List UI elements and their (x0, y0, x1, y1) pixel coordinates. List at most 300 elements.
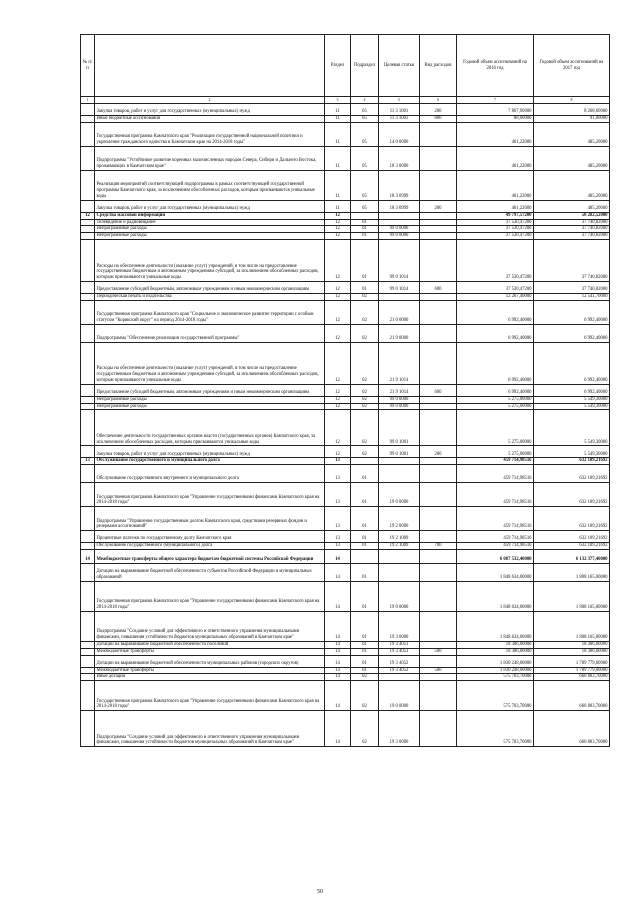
amount-2017: 6 992,40000 (534, 384, 610, 396)
amount-2017: 1 808 165,00000 (534, 581, 610, 611)
section-code: 13 (325, 507, 351, 531)
subsection-code: 02 (351, 446, 379, 458)
item-name: Дотации на выравнивание бюджетной обеспеченности поселений (95, 641, 325, 648)
target-article-code (379, 465, 420, 483)
row-number (81, 170, 95, 200)
page-number: 50 (317, 889, 323, 895)
amount-2016: 7 867,90000 (457, 104, 534, 116)
amount-2017: 1 808 165,00000 (534, 563, 610, 581)
section-code: 14 (325, 681, 351, 711)
amount-2016: 459 714,98516 (457, 543, 534, 550)
amount-2017: 5 549,30000 (534, 396, 610, 403)
amount-2017: 6 992,40000 (534, 324, 610, 342)
header-expense: Вид расходов (420, 35, 457, 97)
section-code: 14 (325, 549, 351, 563)
item-name: Расходы на обеспечение деятельности (оказание услуг) учреждений, в том числе на предоставление государственным бюджетным и автономным учреждениям субсидий, за исключением обособленных расходов, которым присваиваются уникальные коды (95, 239, 325, 281)
table-row (81, 446, 610, 458)
table-row (81, 611, 610, 641)
row-number (81, 403, 95, 410)
expense-type-code (420, 342, 457, 384)
header-section: Раздел (325, 35, 351, 97)
expense-type-code (420, 212, 457, 219)
amount-2017: 485,20000 (534, 122, 610, 146)
amount-2017: 5 549,30000 (534, 410, 610, 446)
document-page (80, 34, 609, 747)
row-number (81, 342, 95, 384)
table-row (81, 563, 610, 581)
amount-2016: 37 530,47200 (457, 219, 534, 226)
section-code: 12 (325, 226, 351, 233)
amount-2016: 6 992,40000 (457, 324, 534, 342)
table-row (81, 483, 610, 507)
section-code: 14 (325, 674, 351, 681)
amount-2017: 5 549,30000 (534, 446, 610, 458)
row-number (81, 465, 95, 483)
target-article-code: 99 0 1001 (379, 410, 420, 446)
target-article-code: 19 3 4051 (379, 641, 420, 648)
table-row (81, 281, 610, 293)
section-code: 14 (325, 648, 351, 655)
section-code: 12 (325, 342, 351, 384)
section-code: 12 (325, 219, 351, 226)
row-number (81, 655, 95, 667)
amount-2016: 461,22000 (457, 200, 534, 212)
amount-2016: 461,22000 (457, 170, 534, 200)
row-number (81, 146, 95, 170)
subsection-code (351, 212, 379, 219)
item-name: Государственная программа Камчатского края "Управление государственными финансами Камчатского края на 2014-2018 годы" (95, 681, 325, 711)
column-index: 5 (379, 97, 420, 104)
amount-2016: 37 530,47200 (457, 239, 534, 281)
row-number (81, 681, 95, 711)
table-row (81, 104, 610, 116)
expense-type-code (420, 531, 457, 543)
column-index: 1 (81, 97, 95, 104)
subsection-code: 02 (351, 300, 379, 324)
item-name: Непрограммные расходы (95, 403, 325, 410)
amount-2016: 6 992,40000 (457, 300, 534, 324)
amount-2017: 91,00000 (534, 116, 610, 123)
subsection-code: 01 (351, 581, 379, 611)
table-row (81, 674, 610, 681)
expense-type-code: 600 (420, 384, 457, 396)
row-number (81, 611, 95, 641)
amount-2017: 660 883,70000 (534, 711, 610, 747)
amount-2016: 5 275,00000 (457, 396, 534, 403)
section-code: 13 (325, 531, 351, 543)
amount-2017: 5 549,30000 (534, 403, 610, 410)
expense-type-code: 500 (420, 667, 457, 674)
section-code: 12 (325, 239, 351, 281)
row-number (81, 563, 95, 581)
expense-type-code (420, 549, 457, 563)
amount-2017: 660 883,70000 (534, 674, 610, 681)
item-name: Реализация мероприятий соответствующей подпрограммы в рамках соответствующей государственной программы Камчатского края, за исключением обособленных расходов, которым присваиваются уникальные коды (95, 170, 325, 200)
expense-type-code: 200 (420, 104, 457, 116)
budget-table (80, 34, 610, 747)
amount-2017: 12 541,70000 (534, 293, 610, 300)
table-row (81, 396, 610, 403)
table-row (81, 324, 610, 342)
amount-2016: 459 714,98516 (457, 458, 534, 465)
expense-type-code (420, 674, 457, 681)
amount-2017: 1 789 779,00000 (534, 667, 610, 674)
item-name: Межбюджетные трансферты (95, 648, 325, 655)
item-name: Подпрограмма "Создание условий для эффективного и ответственного управления муниципальными финансами, повышения устойчивости бюджетов муниципальных образований в Камчатском крае" (95, 611, 325, 641)
section-code: 12 (325, 281, 351, 293)
section-code: 11 (325, 170, 351, 200)
section-code: 12 (325, 300, 351, 324)
header-year-2016: Годовой объем ассигнований на 2016 год (457, 35, 534, 97)
item-name: Средства массовой информации (95, 212, 325, 219)
item-name: Обслуживание государственного и муниципального долга (95, 458, 325, 465)
table-row (81, 300, 610, 324)
table-row (81, 233, 610, 240)
subsection-code: 01 (351, 648, 379, 655)
item-name: Подпрограмма "Обеспечение реализации государственной программы" (95, 324, 325, 342)
subsection-code: 01 (351, 281, 379, 293)
expense-type-code: 700 (420, 543, 457, 550)
table-row (81, 212, 610, 219)
amount-2017: 632 109,21692 (534, 531, 610, 543)
amount-2017: 485,20000 (534, 146, 610, 170)
item-name: Предоставление субсидий бюджетным, автономным учреждениям и иным некоммерческим организациям (95, 384, 325, 396)
target-article-code: 19 3 0000 (379, 711, 420, 747)
row-number (81, 396, 95, 403)
subsection-code (351, 549, 379, 563)
table-body (81, 104, 610, 747)
section-code: 12 (325, 403, 351, 410)
row-number (81, 104, 95, 116)
header-subsection: Подраздел (351, 35, 379, 97)
item-name: Дотации на выравнивание бюджетной обеспеченности муниципальных районов (городских округов) (95, 655, 325, 667)
target-article-code (379, 212, 420, 219)
row-number (81, 281, 95, 293)
subsection-code: 01 (351, 641, 379, 648)
section-code: 13 (325, 465, 351, 483)
item-name: Обслуживание государственного внутреннего и муниципального долга (95, 465, 325, 483)
section-code: 12 (325, 324, 351, 342)
section-code: 11 (325, 122, 351, 146)
section-code: 12 (325, 396, 351, 403)
subsection-code: 02 (351, 396, 379, 403)
expense-type-code (420, 483, 457, 507)
amount-2017: 37 740,82000 (534, 219, 610, 226)
row-number (81, 200, 95, 212)
subsection-code: 05 (351, 200, 379, 212)
section-code: 14 (325, 581, 351, 611)
item-name: Государственная программа Камчатского края "Управление государственными финансами Камчатского края на 2014-2018 годы" (95, 581, 325, 611)
target-article-code: 99 0 1014 (379, 239, 420, 281)
expense-type-code (420, 410, 457, 446)
amount-2016: 37 530,47200 (457, 233, 534, 240)
column-index: 4 (351, 97, 379, 104)
target-article-code: 19 3 4052 (379, 667, 420, 674)
column-index: 3 (325, 97, 351, 104)
section-code: 12 (325, 293, 351, 300)
amount-2016: 575 703,70000 (457, 674, 534, 681)
table-row (81, 711, 610, 747)
amount-2016: 1 830 248,00000 (457, 655, 534, 667)
item-name: Закупка товаров, работ и услуг для государственных (муниципальных) нужд (95, 446, 325, 458)
table-row (81, 507, 610, 531)
section-code: 11 (325, 116, 351, 123)
target-article-code: 19 3 0000 (379, 611, 420, 641)
amount-2017: 632 109,21692 (534, 543, 610, 550)
amount-2017: 6 992,40000 (534, 300, 610, 324)
item-name: Дотации на выравнивание бюджетной обеспеченности субъектов Российской Федерации и муниципальных образований (95, 563, 325, 581)
row-number (81, 233, 95, 240)
amount-2017: 50 282,52000 (534, 212, 610, 219)
row-number (81, 219, 95, 226)
expense-type-code (420, 641, 457, 648)
target-article-code: 19 0 0000 (379, 483, 420, 507)
expense-type-code (420, 239, 457, 281)
header-row (81, 35, 610, 97)
subsection-code: 01 (351, 239, 379, 281)
row-number: 14 (81, 549, 95, 563)
target-article-code: 99 0 1014 (379, 281, 420, 293)
table-row (81, 458, 610, 465)
item-name: Расходы на обеспечение деятельности (оказание услуг) учреждений, в том числе на предоставление государственным бюджетным и автономным учреждениям субсидий, за исключением обособленных расходов, которым присваиваются уникальные коды (95, 342, 325, 384)
item-name: Процентные платежи по государственному долгу Камчатского края (95, 531, 325, 543)
target-article-code: 19 0 0000 (379, 581, 420, 611)
target-article-code (379, 549, 420, 563)
expense-type-code (420, 396, 457, 403)
amount-2017: 8 268,60000 (534, 104, 610, 116)
item-name: Иные бюджетные ассигнования (95, 116, 325, 123)
expense-type-code (420, 219, 457, 226)
amount-2016: 461,22000 (457, 146, 534, 170)
row-number (81, 324, 95, 342)
amount-2016: 1 848 634,00000 (457, 611, 534, 641)
subsection-code: 05 (351, 170, 379, 200)
expense-type-code (420, 122, 457, 146)
table-row (81, 681, 610, 711)
item-name: Подпрограмма "Создание условий для эффективного и ответственного управления муниципальными финансами, повышения устойчивости бюджетов муниципальных образований в Камчатском крае" (95, 711, 325, 747)
table-row (81, 655, 610, 667)
table-row (81, 342, 610, 384)
item-name: Межбюджетные трансферты (95, 667, 325, 674)
amount-2016: 37 530,47200 (457, 226, 534, 233)
row-number (81, 410, 95, 446)
amount-2016: 18 386,00000 (457, 648, 534, 655)
row-number (81, 641, 95, 648)
target-article-code: 18 3 0000 (379, 146, 420, 170)
table-row (81, 200, 610, 212)
section-code: 12 (325, 384, 351, 396)
subsection-code: 01 (351, 531, 379, 543)
row-number (81, 226, 95, 233)
amount-2017: 632 109,21692 (534, 465, 610, 483)
target-article-code: 11 3 1001 (379, 116, 420, 123)
row-number (81, 293, 95, 300)
target-article-code: 19 2 1009 (379, 531, 420, 543)
table-row (81, 219, 610, 226)
amount-2017: 632 109,21692 (534, 458, 610, 465)
item-name: Иные дотации (95, 674, 325, 681)
header-name (95, 35, 325, 97)
target-article-code: 19 0 0000 (379, 681, 420, 711)
amount-2016: 5 275,00000 (457, 403, 534, 410)
amount-2016: 459 714,98516 (457, 465, 534, 483)
amount-2017: 37 740,82000 (534, 233, 610, 240)
row-number (81, 543, 95, 550)
row-number (81, 446, 95, 458)
target-article-code (379, 458, 420, 465)
subsection-code: 01 (351, 226, 379, 233)
table-row (81, 226, 610, 233)
row-number (81, 674, 95, 681)
target-article-code (379, 674, 420, 681)
section-code: 14 (325, 667, 351, 674)
expense-type-code: 200 (420, 200, 457, 212)
amount-2016: 459 714,98516 (457, 507, 534, 531)
section-code: 13 (325, 543, 351, 550)
item-name: Государственная программа Камчатского края "Социальное и экономическое развитие территории с особым статусом "Корякский округ" на период 2014-2018 годы" (95, 300, 325, 324)
target-article-code (379, 219, 420, 226)
row-number (81, 531, 95, 543)
amount-2016: 1 848 634,00000 (457, 581, 534, 611)
section-code: 11 (325, 200, 351, 212)
table-row (81, 122, 610, 146)
amount-2016: 12 267,40000 (457, 293, 534, 300)
item-name: Предоставление субсидий бюджетным, автономным учреждениям и иным некоммерческим организациям (95, 281, 325, 293)
target-article-code: 21 0 0000 (379, 300, 420, 324)
row-number (81, 667, 95, 674)
target-article-code: 99 0 1001 (379, 446, 420, 458)
amount-2017: 37 740,82000 (534, 226, 610, 233)
table-row (81, 667, 610, 674)
expense-type-code (420, 563, 457, 581)
amount-2016: 575 703,70000 (457, 681, 534, 711)
column-index: 2 (95, 97, 325, 104)
target-article-code: 21 9 1014 (379, 384, 420, 396)
item-name: Закупка товаров, работ и услуг для государственных (муниципальных) нужд (95, 200, 325, 212)
subsection-code: 01 (351, 655, 379, 667)
item-name: Обслуживание государственного (муниципального) долга (95, 543, 325, 550)
amount-2016: 6 087 532,40000 (457, 549, 534, 563)
subsection-code: 02 (351, 324, 379, 342)
amount-2016: 88,00000 (457, 116, 534, 123)
amount-2017: 6 992,40000 (534, 342, 610, 384)
subsection-code: 02 (351, 403, 379, 410)
amount-2017: 660 883,70000 (534, 681, 610, 711)
expense-type-code (420, 233, 457, 240)
expense-type-code (420, 458, 457, 465)
section-code: 11 (325, 104, 351, 116)
amount-2017: 632 109,21692 (534, 483, 610, 507)
amount-2016: 575 703,70000 (457, 711, 534, 747)
column-index-row (81, 97, 610, 104)
item-name: Подпрограмма "Управление государственным долгом Камчатского края, средствами резервных фондов и резервами ассигнований" (95, 507, 325, 531)
section-code: 14 (325, 655, 351, 667)
header-target: Целевая статья (379, 35, 420, 97)
table-row (81, 403, 610, 410)
subsection-code: 05 (351, 122, 379, 146)
table-row (81, 543, 610, 550)
target-article-code: 19 3 4052 (379, 655, 420, 667)
row-number (81, 300, 95, 324)
subsection-code: 01 (351, 563, 379, 581)
target-article-code: 21 9 0000 (379, 324, 420, 342)
amount-2016: 18 386,00000 (457, 641, 534, 648)
row-number (81, 483, 95, 507)
amount-2017: 485,20000 (534, 200, 610, 212)
row-number (81, 581, 95, 611)
expense-type-code (420, 146, 457, 170)
row-number: 13 (81, 458, 95, 465)
row-number (81, 384, 95, 396)
section-code: 12 (325, 410, 351, 446)
target-article-code: 19 2 1009 (379, 543, 420, 550)
target-article-code: 19 2 0000 (379, 507, 420, 531)
column-index: 7 (457, 97, 534, 104)
amount-2017: 6 132 377,40000 (534, 549, 610, 563)
column-index: 8 (534, 97, 610, 104)
table-row (81, 465, 610, 483)
target-article-code: 18 3 0999 (379, 200, 420, 212)
amount-2017: 37 740,82000 (534, 281, 610, 293)
section-code: 13 (325, 483, 351, 507)
amount-2017: 632 109,21692 (534, 507, 610, 531)
subsection-code: 02 (351, 681, 379, 711)
table-row (81, 648, 610, 655)
amount-2017: 37 740,82000 (534, 239, 610, 281)
amount-2016: 37 530,47200 (457, 281, 534, 293)
table-row (81, 116, 610, 123)
expense-type-code (420, 611, 457, 641)
expense-type-code (420, 170, 457, 200)
item-name: Государственная программа Камчатского края "Реализация государственной национальной политики и укрепление гражданского единства в Камчатском крае на 2014-2018 годы" (95, 122, 325, 146)
amount-2016: 49 797,57200 (457, 212, 534, 219)
target-article-code: 99 0 0000 (379, 403, 420, 410)
target-article-code: 19 3 4051 (379, 648, 420, 655)
item-name: Периодическая печать и издательства (95, 293, 325, 300)
target-article-code (379, 563, 420, 581)
subsection-code: 01 (351, 233, 379, 240)
item-name: Непрограммные расходы (95, 226, 325, 233)
target-article-code (379, 293, 420, 300)
amount-2017: 1 789 779,00000 (534, 655, 610, 667)
target-article-code: 99 0 0000 (379, 233, 420, 240)
table-row (81, 146, 610, 170)
item-name: Межбюджетные трансферты общего характера бюджетам бюджетной системы Российской Федерации (95, 549, 325, 563)
row-number (81, 116, 95, 123)
item-name: Непрограммные расходы (95, 396, 325, 403)
table-row (81, 549, 610, 563)
expense-type-code (420, 300, 457, 324)
section-code: 11 (325, 146, 351, 170)
expense-type-code: 200 (420, 446, 457, 458)
expense-type-code (420, 655, 457, 667)
subsection-code: 01 (351, 465, 379, 483)
subsection-code: 02 (351, 293, 379, 300)
subsection-code: 01 (351, 219, 379, 226)
amount-2016: 6 992,40000 (457, 342, 534, 384)
row-number (81, 648, 95, 655)
subsection-code: 05 (351, 116, 379, 123)
row-number (81, 122, 95, 146)
item-name: Телевидение и радиовещание (95, 219, 325, 226)
subsection-code: 05 (351, 104, 379, 116)
table-row (81, 384, 610, 396)
subsection-code: 01 (351, 507, 379, 531)
section-code: 12 (325, 233, 351, 240)
row-number: 12 (81, 212, 95, 219)
expense-type-code: 500 (420, 648, 457, 655)
expense-type-code (420, 681, 457, 711)
